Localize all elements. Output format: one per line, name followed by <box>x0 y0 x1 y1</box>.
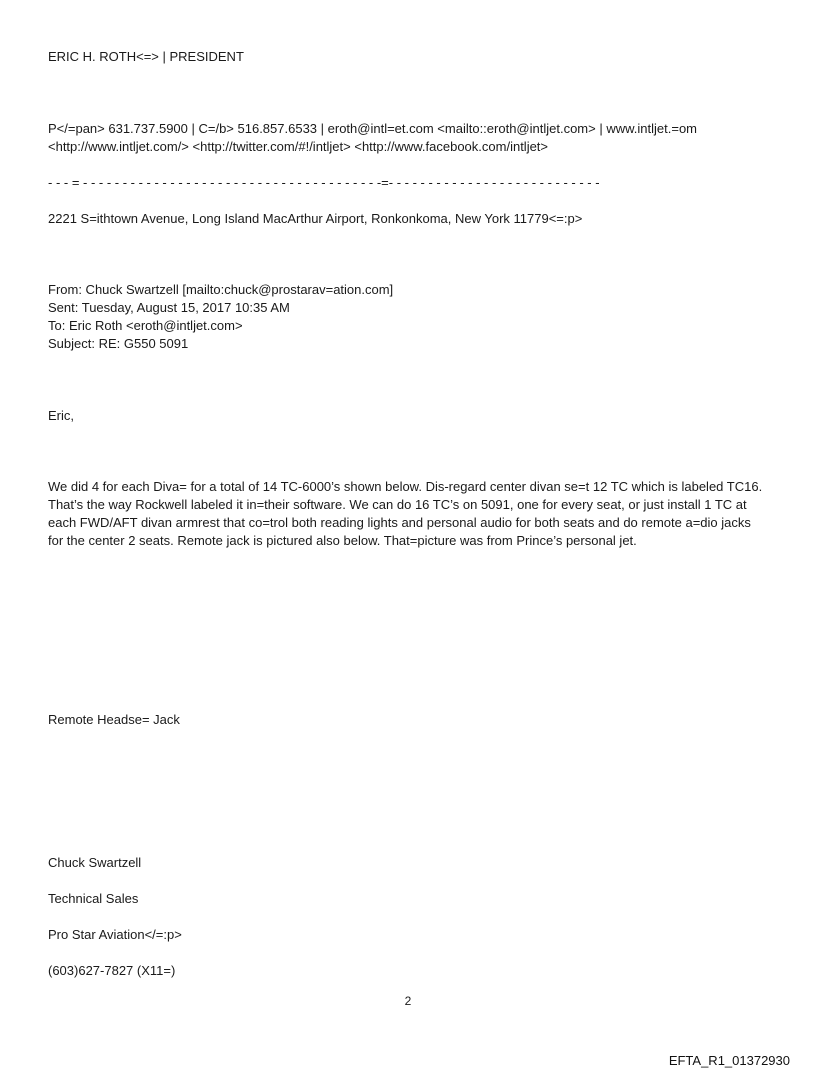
email-greeting: Eric, <box>48 408 74 423</box>
email-to: To: Eric Roth <eroth@intljet.com> <box>48 318 243 333</box>
signature-address: 2221 S=ithtown Avenue, Long Island MacArthur Airport, Ronkonkoma, New York 11779<=:p> <box>48 211 583 226</box>
email-from: From: Chuck Swartzell [mailto:chuck@prostarav=ation.com] <box>48 282 394 297</box>
remote-jack-caption: Remote Headse= Jack <box>48 712 180 727</box>
sender-title: Technical Sales <box>48 891 139 906</box>
sender-company: Pro Star Aviation</=:p> <box>48 927 182 942</box>
signature-divider: - - - = - - - - - - - - - - - - - - - - - - - - - - - - - - - - - - - - - - - - - -=- - - - - - - - - - - - - - - - - - - - - - - - - - - <box>48 175 600 190</box>
signature-contact-line-2: <http://www.intljet.com/> <http://twitter.com/#!/intljet> <http://www.facebook.com/intljet> <box>48 139 549 154</box>
email-body-paragraph: We did 4 for each Diva= for a total of 14 TC-6000’s shown below. Dis-regard center divan se=t 12 TC which is labeled TC16. That’s the way Rockwell labeled it in=their software. We can do 16 TC’s on 5091, one for every seat, or just install 1 TC at each FWD/AFT divan armrest that co=trol both reading lights and personal audio for both seats and do remote a=dio jacks for the center 2 seats. Remote jack is pictured also below. That=picture was from Prince’s personal jet. <box>48 479 763 548</box>
signature-contact-line-1: P</=pan> 631.737.5900 | C=/b> 516.857.6533 | eroth@intl=et.com <mailto::eroth@intljet.com> | www.intljet.=om <box>48 121 697 136</box>
sender-name: Chuck Swartzell <box>48 855 142 870</box>
bates-number: EFTA_R1_01372930 <box>668 1053 790 1068</box>
page-number: 2 <box>404 994 412 1008</box>
sender-phone: (603)627-7827 (X11=) <box>48 963 176 978</box>
email-sent: Sent: Tuesday, August 15, 2017 10:35 AM <box>48 300 290 315</box>
signature-name-title: ERIC H. ROTH<=> | PRESIDENT <box>48 49 244 64</box>
email-subject: Subject: RE: G550 5091 <box>48 336 189 351</box>
